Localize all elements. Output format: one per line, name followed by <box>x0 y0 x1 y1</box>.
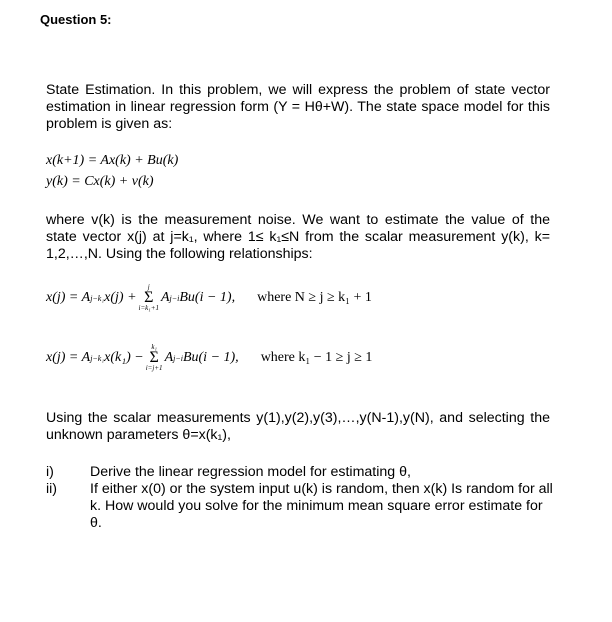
rel2-sum-top: k₁ <box>151 343 157 351</box>
rel2-term: A <box>164 350 174 365</box>
rel2-sum-bottom: i=j+1 <box>145 364 163 372</box>
measurement-paragraph: Using the scalar measurements y(1),y(2),y(3),…,y(N-1),y(N), and selecting the unknown parameters θ=x(k₁), <box>46 410 550 443</box>
task-list <box>46 464 554 532</box>
rel1-sum-top: j <box>147 283 150 291</box>
summation-icon: Σ <box>149 349 159 366</box>
output-equation: y(k) = Cx(k) + v(k) <box>46 174 154 189</box>
list-item-number: i) <box>46 464 54 480</box>
intro-paragraph: State Estimation. In this problem, we will express the problem of state vector estimation in linear regression form (Y = Hθ+W). The state space model for this problem is given as: <box>46 82 550 132</box>
rel1-sum-bottom: i=k₁+1 <box>138 304 159 312</box>
rel2-condition: where k₁ − 1 ≥ j ≥ 1 <box>260 350 373 365</box>
noise-paragraph: where v(k) is the measurement noise. We want to estimate the value of the state vector x(j) at j=k₁, where 1≤ k₁≤N from the scalar measurement y(k), k= 1,2,…,N. Using the following relationships: <box>46 212 550 262</box>
rel2-exp1: j−k₁ <box>90 353 105 363</box>
list-item <box>46 481 554 532</box>
rel1-term: A <box>160 290 170 305</box>
list-item-text: If either x(0) or the system input u(k) is random, then x(k) Is random for all k. How would you solve for the minimum mean square error estimate for θ. <box>90 481 553 531</box>
rel2-lhs: x(j) = A <box>46 350 91 365</box>
list-item-text: Derive the linear regression model for estimating θ, <box>90 464 411 480</box>
list-item-number: ii) <box>46 481 58 497</box>
rel1-lhs: x(j) = A <box>46 290 91 305</box>
rel1-summation <box>139 284 159 312</box>
relationship-equation-2 <box>46 344 372 372</box>
list-item <box>46 464 554 481</box>
rel2-mid: x(k₁) − <box>104 350 144 365</box>
rel1-condition: where N ≥ j ≥ k₁ + 1 <box>257 290 372 305</box>
rel1-tail: Bu(i − 1), <box>179 290 236 305</box>
rel1-exp2: j−i <box>169 293 180 303</box>
rel1-mid: x(j) + <box>104 290 137 305</box>
rel1-exp1: j−k₁ <box>90 293 105 303</box>
rel2-exp2: j−i <box>173 353 183 363</box>
relationship-equation-1 <box>46 284 372 312</box>
rel2-summation <box>146 344 163 372</box>
rel2-tail: Bu(i − 1), <box>182 350 239 365</box>
summation-icon: Σ <box>144 289 154 306</box>
question-title: Question 5: <box>40 12 112 27</box>
state-equation: x(k+1) = Ax(k) + Bu(k) <box>46 153 179 168</box>
